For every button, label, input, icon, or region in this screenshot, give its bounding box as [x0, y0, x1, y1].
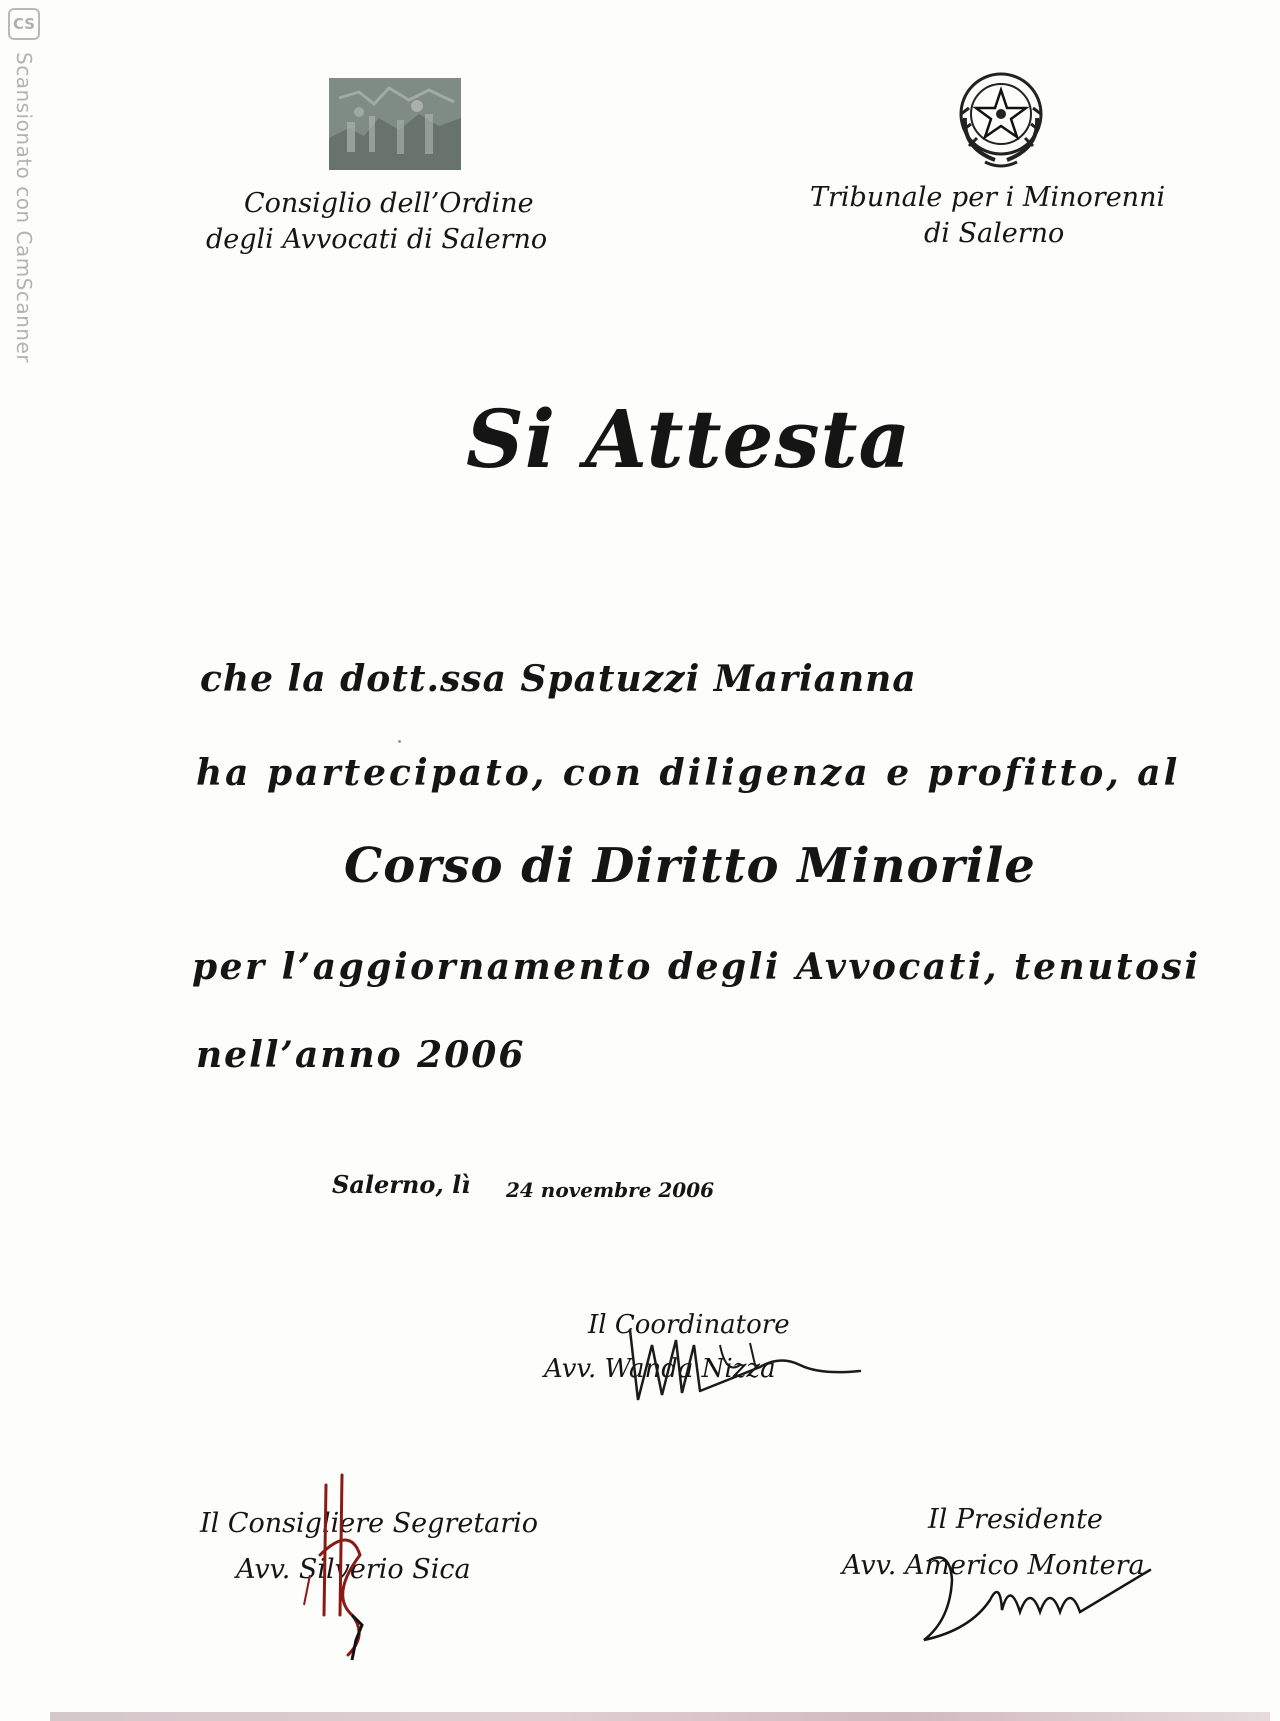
course-title: Corso di Diritto Minorile	[344, 838, 1036, 894]
year-line: nell’anno 2006	[196, 1034, 526, 1076]
participation-line: ha partecipato, con diligenza e profitto, al	[196, 752, 1181, 794]
camscanner-watermark	[8, 8, 42, 388]
watermark-text: Scansionato con CamScanner	[12, 52, 36, 363]
certificate-title: Si Attesta	[466, 392, 912, 486]
left-org-name-line1: Consiglio dell’Ordine	[244, 188, 534, 219]
coordinator-name: Avv. Wanda Nizza	[544, 1354, 776, 1384]
coordinator-role: Il Coordinatore	[588, 1310, 790, 1340]
paper-speck	[398, 740, 401, 743]
scan-edge-strip	[50, 1712, 1270, 1721]
coordinator-signature	[600, 1305, 870, 1415]
italian-republic-emblem-icon	[955, 68, 1047, 172]
president-name: Avv. Americo Montera	[842, 1550, 1145, 1581]
secretary-name: Avv. Silverio Sica	[236, 1554, 471, 1585]
president-role: Il Presidente	[928, 1504, 1103, 1535]
issue-date: 24 novembre 2006	[506, 1178, 715, 1202]
right-org-name-line2: di Salerno	[924, 218, 1065, 249]
secretary-role: Il Consigliere Segretario	[200, 1508, 539, 1539]
camscanner-logo-icon: CS	[8, 8, 40, 40]
place-label: Salerno, lì	[332, 1170, 471, 1199]
right-org-name-line1: Tribunale per i Minorenni	[810, 182, 1166, 213]
recipient-line: che la dott.ssa Spatuzzi Marianna	[200, 658, 917, 700]
purpose-line: per l’aggiornamento degli Avvocati, tenutosi	[192, 946, 1201, 988]
president-signature	[910, 1540, 1170, 1650]
bar-council-photo-logo	[329, 78, 461, 170]
left-org-name-line2: degli Avvocati di Salerno	[206, 224, 548, 255]
secretary-signature	[290, 1465, 410, 1665]
